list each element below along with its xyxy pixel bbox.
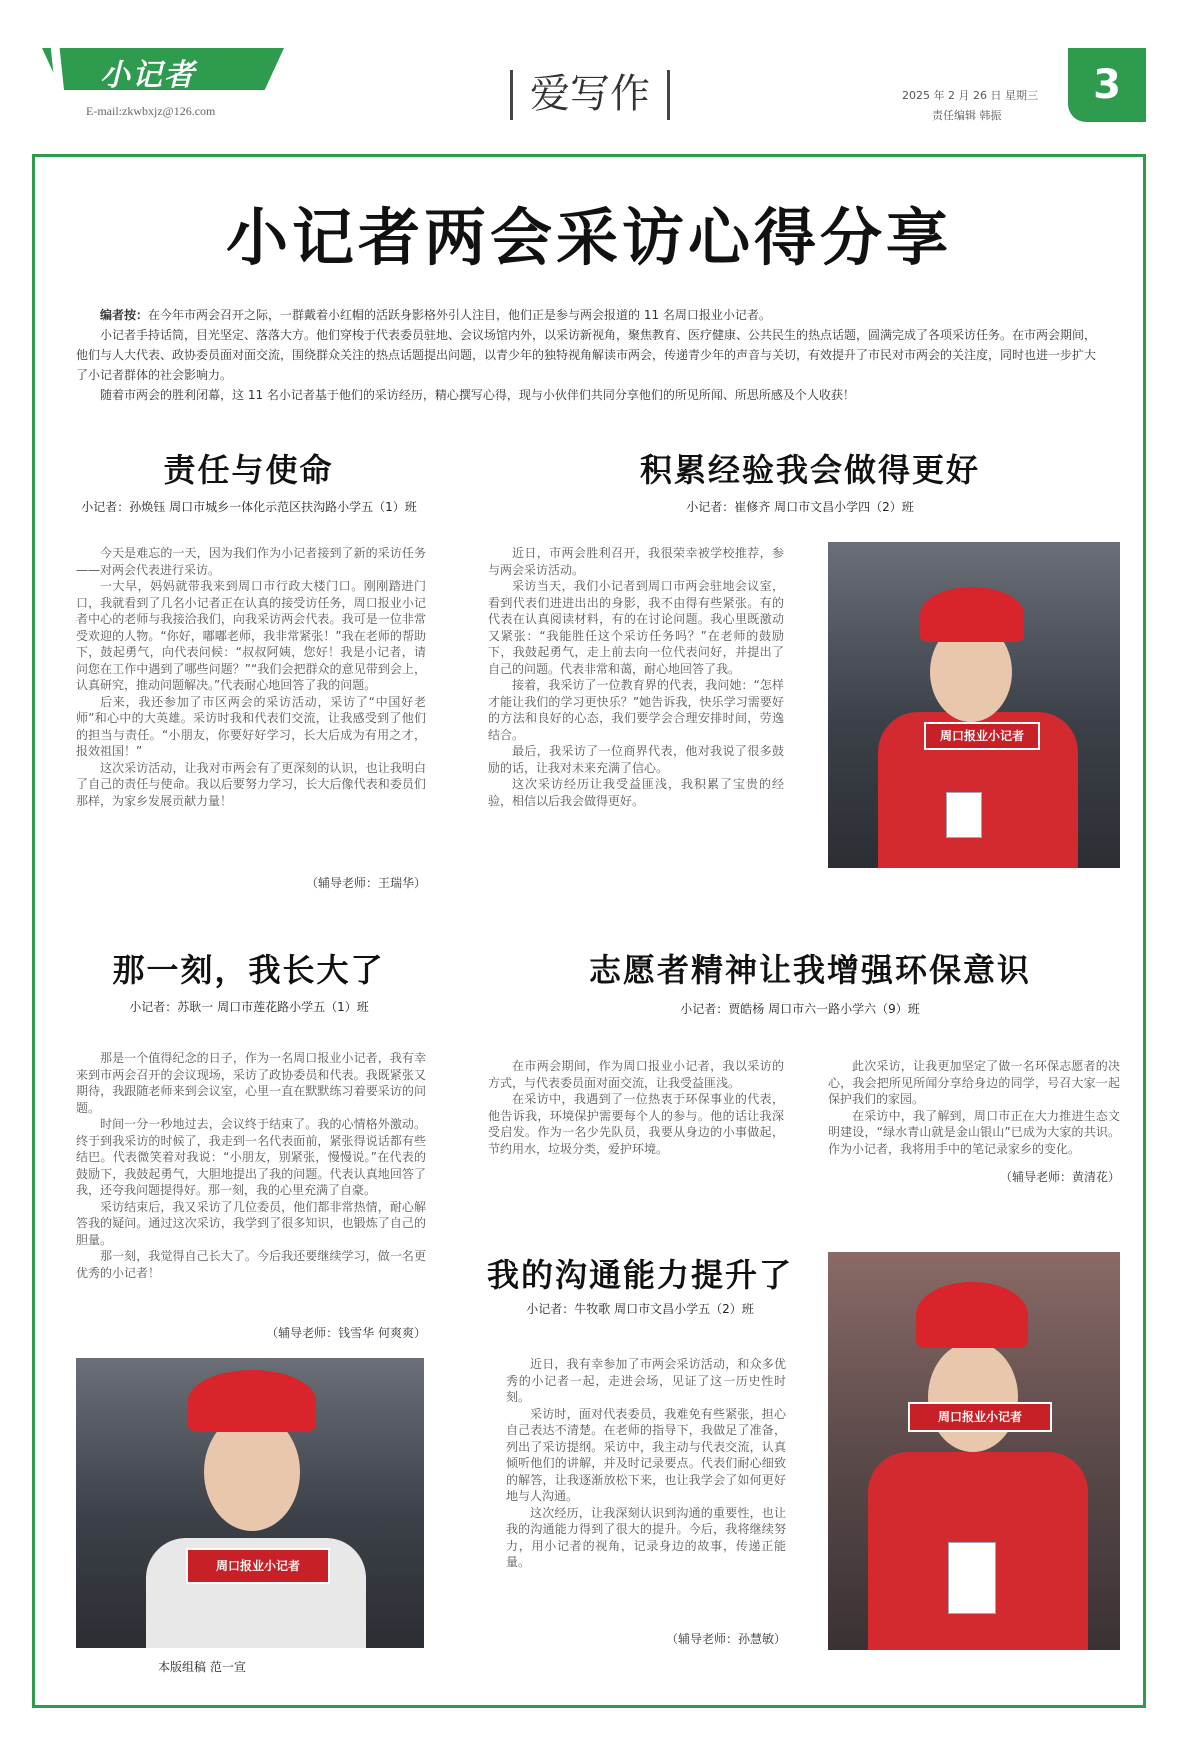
- editor-note: [76, 305, 1106, 405]
- red-cap: [920, 587, 1024, 642]
- face-shape: [928, 1342, 1018, 1452]
- article-title: 积累经验我会做得更好: [639, 451, 980, 489]
- article-body: 今天是难忘的一天，因为我们作为小记者接到了新的采访任务——对两会代表进行采访。 一大早，妈妈就带我来到周口市行政大楼门口。刚刚踏进门口，我就看到了几名小记者正在认真的接受访任务，周口报业小记者中心的老师与我接洽我们，向我采访两会代表。我可是一位非常受欢迎的人物。“你好，嘟嘟老师，我非常紧张！”我在老师的帮助下，鼓起勇气，向代表问候：“叔叔阿姨，您好！我是小记者，请问您在工作中遇到了哪些问题？”“我们会把群众的意见带到会上，认真研究，推动问题解决。”代表耐心地回答了我的问题。 后来，我还参加了市区两会的采访活动，采访了“中国好老师”和心中的大英雄。采访时我和代表们交流，让我感受到了他们的担当与责任。“小朋友，你要好好学习，长大后成为有用之才，报效祖国！” 这次采访活动，让我对市两会有了更深刻的认识，也让我明白了自己的责任与使命。我以后要努力学习，长大后像代表和委员们那样，为家乡发展贡献力量！: [76, 546, 426, 808]
- article-title: 责任与使命: [163, 451, 334, 489]
- editor-note-p2: 小记者手持话筒，目光坚定、落落大方。他们穿梭于代表委员驻地、会议场馆内外，以采访新视角，聚焦教育、医疗健康、公共民生的热点话题，圆满完成了各项采访任务。在市两会期间，他们与人大代表、政协委员面对面交流，围绕群众关注的热点话题提出问题，以青少年的独特视角解读市两会，传递青少年的声音与关切，有效提升了市民对市两会的关注度，同时也进一步扩大了小记者群体的社会影响力。: [76, 328, 1097, 382]
- article-byline: 小记者：苏耿一 周口市莲花路小学五（1）班: [129, 1000, 369, 1014]
- article-title: 志愿者精神让我增强环保意识: [588, 951, 1031, 989]
- article-body-continued: 此次采访，让我更加坚定了做一名环保志愿者的决心，我会把所见所闻分享给身边的同学，号召大家一起保护我们的家园。 在采访中，我了解到，周口市正在大力推进生态文明建设，“绿水青山就是金山银山”已成为大家的共识。作为小记者，我将用手中的笔记录家乡的变化。: [828, 1059, 1120, 1156]
- reporter-card: 周口报业小记者: [924, 722, 1040, 750]
- section-divider-right: [667, 70, 670, 120]
- editor-note-p1: 编者按：在今年市两会召开之际，一群戴着小红帽的活跃身影格外引人注目，他们正是参与两会报道的 11 名周口报业小记者。: [100, 308, 771, 322]
- reporter-card: 周口报业小记者: [908, 1402, 1052, 1432]
- id-badge: [948, 1542, 996, 1614]
- brand-title: 小记者: [100, 58, 196, 93]
- red-cap: [188, 1370, 316, 1432]
- article-body: 在市两会期间，作为周口报业小记者，我以采访的方式，与代表委员面对面交流，让我受益匪浅。 在采访中，我遇到了一位热衷于环保事业的代表，他告诉我，环境保护需要每个人的参与。他的话让我深受启发。作为一名少先队员，我要从身边的小事做起，节约用水，垃圾分类，爱护环境。: [488, 1059, 784, 1156]
- advisor-credit: （辅导老师：王瑞华）: [305, 876, 426, 890]
- editor-info: 责任编辑 韩振: [932, 109, 1002, 122]
- email-address: E-mail:zkwbxjz@126.com: [86, 104, 216, 118]
- reporter-photo: [828, 1252, 1120, 1650]
- section-title: 爱写作: [530, 71, 650, 117]
- date-info: [902, 86, 1038, 126]
- id-badge: [946, 792, 982, 838]
- article-title: 那一刻，我长大了: [112, 951, 385, 989]
- advisor-credit: （辅导老师：孙慧敏）: [665, 1632, 786, 1646]
- article-byline: 小记者：崔修齐 周口市文昌小学四（2）班: [686, 500, 914, 514]
- article-byline: 小记者：孙焕钰 周口市城乡一体化示范区扶沟路小学五（1）班: [81, 500, 417, 514]
- red-cap: [916, 1282, 1028, 1348]
- page-credit: 本版组稿 范一宣: [158, 1660, 246, 1674]
- article-body: 那是一个值得纪念的日子，作为一名周口报业小记者，我有幸来到市两会召开的会议现场，采访了政协委员和代表。我既紧张又期待，我跟随老师来到会议室，心里一直在默默练习着要采访的问题。 时间一分一秒地过去，会议终于结束了。我的心情格外激动。终于到我采访的时候了，我走到一名代表面前，紧张得说话都有些结巴。代表微笑着对我说：“小朋友，别紧张，慢慢说。”在代表的鼓励下，我鼓起勇气，大胆地提出了我的问题。代表认真地回答了我，还夸我问题提得好。那一刻，我的心里充满了自豪。 采访结束后，我又采访了几位委员，他们都非常热情，耐心解答我的疑问。通过这次采访，我学到了很多知识，也锻炼了自己的胆量。 那一刻，我觉得自己长大了。今后我还要继续学习，做一名更优秀的小记者！: [76, 1051, 426, 1280]
- page-number: 3: [1068, 48, 1146, 122]
- page-title: 小记者两会采访心得分享: [225, 201, 952, 274]
- article-body: 近日，市两会胜利召开，我很荣幸被学校推荐，参与两会采访活动。 采访当天，我们小记者到周口市两会驻地会议室，看到代表们进进出出的身影，我不由得有些紧张。有的代表在认真阅读材料，有的在讨论问题。我心里既激动又紧张：“我能胜任这个采访任务吗？”在老师的鼓励下，我鼓起勇气，走上前去向一位代表问好，并提出了自己的问题。代表非常和蔼，耐心地回答了我。 接着，我采访了一位教育界的代表，我问她：“怎样才能让我们的学习更快乐？”她告诉我，快乐学习需要好的方法和良好的心态，我们要学会合理安排时间，劳逸结合。 最后，我采访了一位商界代表，他对我说了很多鼓励的话，让我对未来充满了信心。 这次采访经历让我受益匪浅，我积累了宝贵的经验，相信以后我会做得更好。: [488, 546, 784, 808]
- article-body: 近日，我有幸参加了市两会采访活动，和众多优秀的小记者一起，走进会场，见证了这一历史性时刻。 采访时，面对代表委员，我难免有些紧张，担心自己表达不清楚。在老师的指导下，我做足了准备，列出了采访提纲。采访中，我主动与代表交流，认真倾听他们的讲解，并及时记录要点。代表们耐心细致的解答，让我逐渐放松下来，也让我学会了如何更好地与人沟通。 这次经历，让我深刻认识到沟通的重要性，也让我的沟通能力得到了很大的提升。今后，我将继续努力，用小记者的视角，记录身边的故事，传递正能量。: [506, 1357, 786, 1569]
- article-byline: 小记者：贾皓杨 周口市六一路小学六（9）班: [680, 1002, 920, 1016]
- article-byline: 小记者：牛牧歌 周口市文昌小学五（2）班: [526, 1302, 754, 1316]
- reporter-card: 周口报业小记者: [186, 1548, 330, 1584]
- advisor-credit: （辅导老师：黄清花）: [999, 1170, 1120, 1184]
- advisor-credit: （辅导老师：钱雪华 何爽爽）: [266, 1326, 426, 1340]
- reporter-photo: [76, 1358, 424, 1648]
- editor-note-lead: 编者按：: [100, 308, 149, 322]
- issue-date: 2025 年 2 月 26 日 星期三: [902, 89, 1038, 102]
- editor-note-p3: 随着市两会的胜利闭幕，这 11 名小记者基于他们的采访经历，精心撰写心得，现与小伙伴们共同分享他们的所见所闻、所思所感及个人收获！: [100, 388, 855, 402]
- reporter-photo: [828, 542, 1120, 868]
- article-title: 我的沟通能力提升了: [486, 1256, 793, 1294]
